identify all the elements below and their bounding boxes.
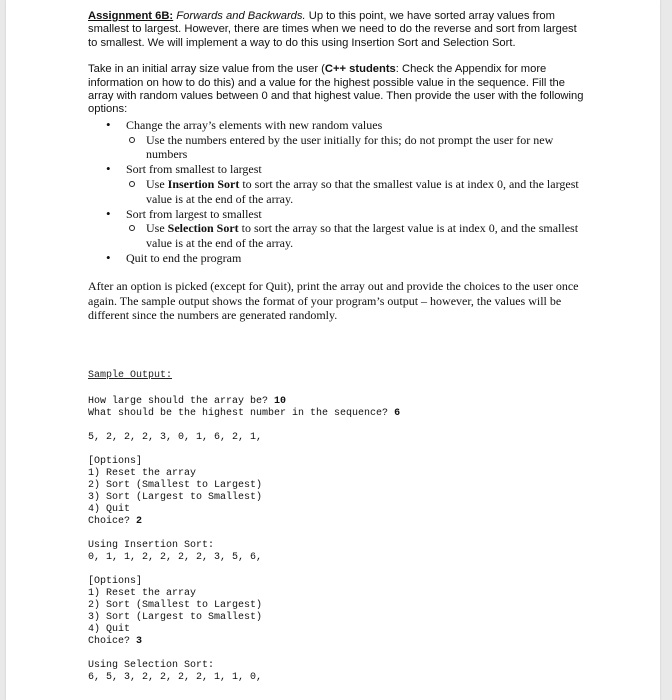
choice-prompt: Choice?: [88, 636, 137, 648]
initial-array-line: 5, 2, 2, 2, 3, 0, 1, 6, 2, 1,: [88, 432, 263, 444]
document-content: [88, 10, 588, 684]
option-label: Sort from smallest to largest: [126, 162, 262, 177]
bullet-icon: •: [106, 250, 111, 266]
menu-item: 4) Quit: [88, 624, 131, 636]
bullet-icon: •: [106, 205, 111, 221]
insertion-sort-term: Insertion Sort: [167, 177, 240, 192]
option-label: Quit to end the program: [126, 251, 242, 266]
option-sub-pre: Use: [146, 177, 168, 192]
choice-prompt: Choice?: [88, 516, 137, 528]
cpp-students-label: C++ students: [324, 63, 396, 76]
option-sub-post: to sort the array so that the largest value is at index 0, and the smallest value is at the end of the array.: [146, 221, 579, 251]
bullet-icon: •: [106, 161, 111, 177]
menu-item: 1) Reset the array: [88, 588, 197, 600]
assignment-label: Assignment 6B:: [88, 10, 174, 22]
option-sublist: [126, 177, 588, 207]
option-sub-pre: Use: [146, 221, 168, 236]
prompt-highest-line: [88, 408, 588, 420]
option-item-reset: [88, 118, 588, 162]
option-item-sort-ascending: [88, 162, 588, 206]
instructions-part2: : Check the Appendix for more information on how to do this) and a value for the highest possible value in the sequence. Fill the array with random values between 0 and that highest value. Then provide the user with the following options:: [88, 63, 584, 116]
insertion-array-line: 0, 1, 1, 2, 2, 2, 2, 3, 5, 6,: [88, 552, 263, 564]
option-subitem: [126, 221, 588, 251]
assignment-intro: [88, 10, 588, 50]
menu-item: 2) Sort (Smallest to Largest): [88, 600, 263, 612]
menu-header: [Options]: [88, 576, 143, 588]
sample-output-heading: Sample Output:: [88, 370, 173, 382]
option-sub-text: Use the numbers entered by the user initially for this; do not prompt the user for new numbers: [146, 132, 554, 162]
prompt-highest-text: What should be the highest number in the sequence?: [88, 408, 395, 420]
assignment-title: Forwards and Backwards.: [176, 10, 306, 22]
choice-value: 3: [136, 636, 143, 648]
circle-bullet-icon: [129, 137, 135, 143]
choice-value: 2: [136, 516, 143, 528]
document-page: [6, 0, 660, 700]
prompt-size-text: How large should the array be?: [88, 396, 275, 408]
menu-item: 2) Sort (Smallest to Largest): [88, 480, 263, 492]
option-item-sort-descending: [88, 207, 588, 251]
after-paragraph: After an option is picked (except for Quit), print the array out and provide the choices to the user once again. The sample output shows the format of your program’s output – however, the values will be different since the numbers are generated randomly.: [88, 278, 579, 323]
menu-item: 4) Quit: [88, 504, 131, 516]
insertion-label: Using Insertion Sort:: [88, 540, 215, 552]
choice-line: [88, 636, 588, 648]
input-size-value: 10: [274, 396, 287, 408]
option-label: Sort from largest to smallest: [126, 206, 262, 221]
option-subitem: [126, 177, 588, 207]
input-highest-value: 6: [394, 408, 401, 420]
option-sublist: [126, 221, 588, 251]
option-item-quit: [88, 251, 588, 266]
option-subitem: [126, 133, 588, 163]
selection-sort-term: Selection Sort: [167, 221, 239, 236]
assignment-intro-text: Up to this point, we have sorted array values from smallest to largest. However, there are times when we need to do the reverse and sort from largest to smallest. We will implement a way to do this using Insertion Sort and Selection Sort.: [88, 10, 577, 49]
options-list: [88, 118, 588, 266]
selection-label: Using Selection Sort:: [88, 660, 215, 672]
instructions-part1: Take in an initial array size value from the user (: [88, 63, 325, 76]
instructions-paragraph: [88, 63, 588, 117]
menu-header: [Options]: [88, 456, 143, 468]
selection-array-line: 6, 5, 3, 2, 2, 2, 2, 1, 1, 0,: [88, 672, 263, 684]
menu-item: 3) Sort (Largest to Smallest): [88, 492, 263, 504]
menu-item: 1) Reset the array: [88, 468, 197, 480]
option-label: Change the array’s elements with new random values: [126, 117, 383, 132]
circle-bullet-icon: [129, 181, 135, 187]
sample-output: [88, 370, 588, 684]
circle-bullet-icon: [129, 225, 135, 231]
menu-item: 3) Sort (Largest to Smallest): [88, 612, 263, 624]
bullet-icon: •: [106, 116, 111, 132]
option-sub-post: to sort the array so that the smallest value is at index 0, and the largest value is at the end of the array.: [146, 177, 579, 206]
choice-line: [88, 516, 588, 528]
option-sublist: [126, 133, 588, 163]
prompt-size-line: [88, 396, 588, 408]
